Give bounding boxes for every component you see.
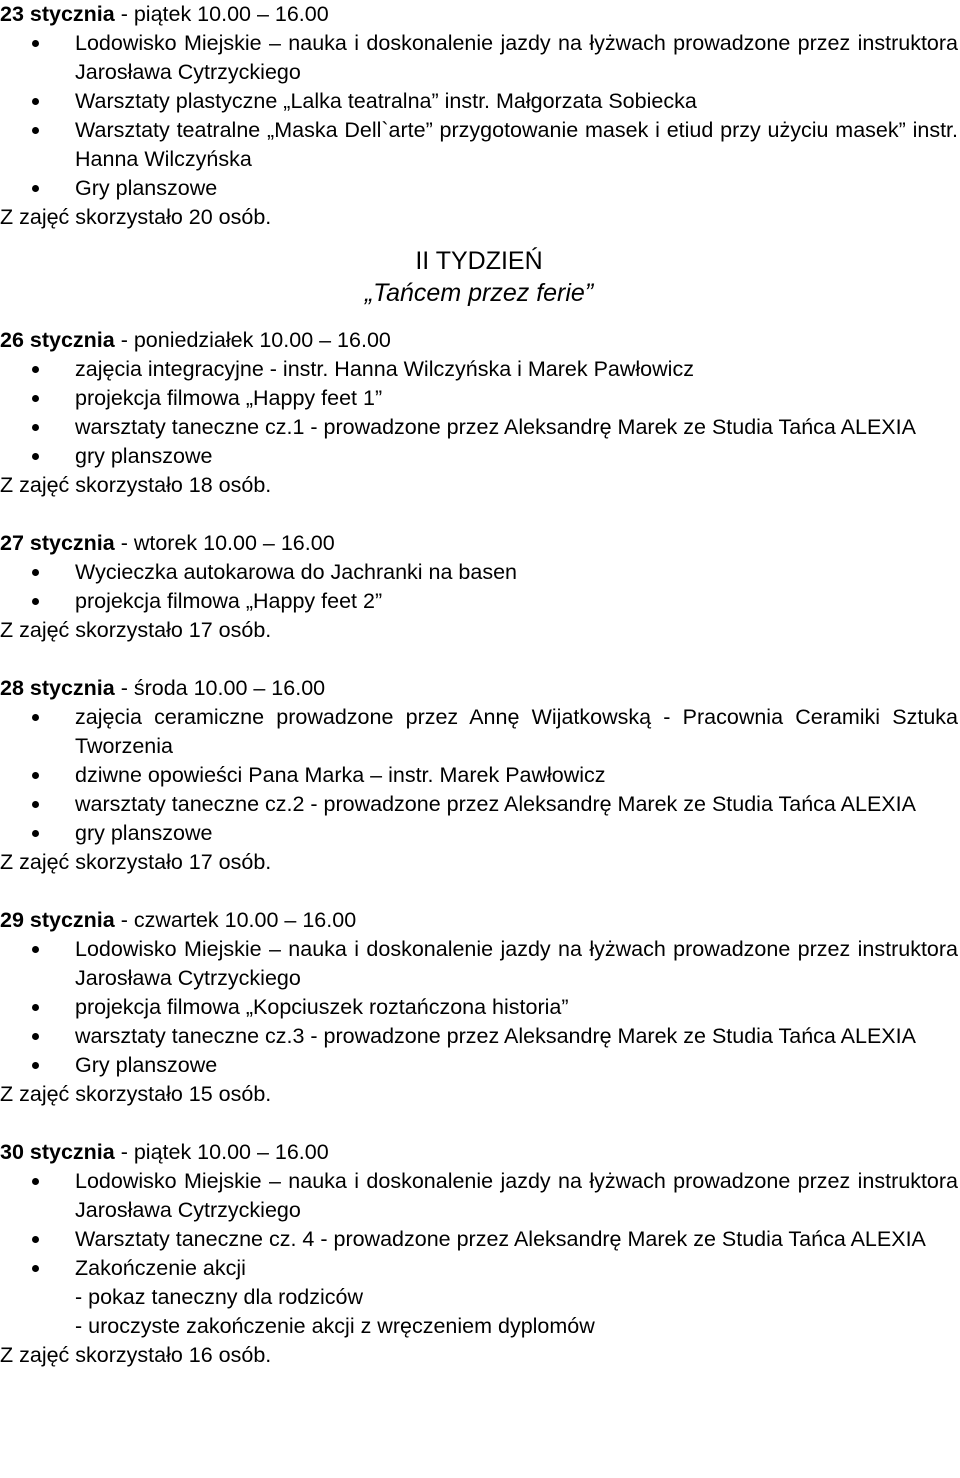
list-item: Lodowisko Miejskie – nauka i doskonalenie jazdy na łyżwach prowadzone przez instruktora Jarosława Cytrzyckiego — [0, 935, 958, 993]
list-item: projekcja filmowa „Kopciuszek roztańczona historia” — [0, 993, 958, 1022]
day-time: - piątek 10.00 – 16.00 — [114, 2, 329, 26]
list-item: projekcja filmowa „Happy feet 2” — [0, 587, 958, 616]
week-subtitle: „Tańcem przez ferie” — [364, 279, 594, 307]
attendance-summary: Z zajęć skorzystało 17 osób. — [0, 618, 272, 642]
spacer — [0, 645, 958, 674]
day-date: 30 stycznia — [0, 1140, 115, 1164]
list-item: warsztaty taneczne cz.1 - prowadzone przez Aleksandrę Marek ze Studia Tańca ALEXIA — [0, 413, 958, 442]
list-item: projekcja filmowa „Happy feet 1” — [0, 384, 958, 413]
day-27-section — [0, 529, 958, 645]
list-item: Warsztaty plastyczne „Lalka teatralna” instr. Małgorzata Sobiecka — [0, 87, 958, 116]
day-time: - poniedziałek 10.00 – 16.00 — [114, 328, 391, 352]
day-heading — [0, 1138, 958, 1167]
day-time: - czwartek 10.00 – 16.00 — [114, 908, 357, 932]
day-30-section — [0, 1138, 958, 1370]
list-item: warsztaty taneczne cz.3 - prowadzone przez Aleksandrę Marek ze Studia Tańca ALEXIA — [0, 1022, 958, 1051]
spacer — [0, 500, 958, 529]
sub-item: - pokaz taneczny dla rodziców — [75, 1285, 364, 1309]
day-26-section — [0, 326, 958, 500]
day-heading — [0, 906, 958, 935]
list-item: Gry planszowe — [0, 174, 958, 203]
spacer — [0, 877, 958, 906]
list-item: dziwne opowieści Pana Marka – instr. Marek Pawłowicz — [0, 761, 958, 790]
week-title: II TYDZIEŃ — [415, 247, 543, 275]
day-date: 26 stycznia — [0, 328, 115, 352]
list-item: Warsztaty teatralne „Maska Dell`arte” przygotowanie masek i etiud przy użyciu masek” instr. Hanna Wilczyńska — [0, 116, 958, 174]
list-item: Gry planszowe — [0, 1051, 958, 1080]
day-heading — [0, 674, 958, 703]
day-23-section — [0, 0, 958, 232]
list-item: warsztaty taneczne cz.2 - prowadzone przez Aleksandrę Marek ze Studia Tańca ALEXIA — [0, 790, 958, 819]
day-time: - piątek 10.00 – 16.00 — [114, 1140, 329, 1164]
attendance-summary: Z zajęć skorzystało 15 osób. — [0, 1082, 272, 1106]
spacer — [0, 1109, 958, 1138]
activity-list — [0, 935, 958, 1080]
day-time: - wtorek 10.00 – 16.00 — [114, 531, 335, 555]
list-item: zajęcia ceramiczne prowadzone przez Annę Wijatkowską - Pracownia Ceramiki Sztuka Tworzenia — [0, 703, 958, 761]
list-item: Wycieczka autokarowa do Jachranki na basen — [0, 558, 958, 587]
activity-list — [0, 1167, 958, 1283]
day-heading — [0, 0, 958, 29]
day-date: 29 stycznia — [0, 908, 115, 932]
activity-list — [0, 703, 958, 848]
list-item: Warsztaty taneczne cz. 4 - prowadzone przez Aleksandrę Marek ze Studia Tańca ALEXIA — [0, 1225, 958, 1254]
list-item: gry planszowe — [0, 819, 958, 848]
day-28-section — [0, 674, 958, 877]
attendance-summary: Z zajęć skorzystało 16 osób. — [0, 1343, 272, 1367]
list-item: zajęcia integracyjne - instr. Hanna Wilczyńska i Marek Pawłowicz — [0, 355, 958, 384]
attendance-summary: Z zajęć skorzystało 17 osób. — [0, 850, 272, 874]
attendance-summary: Z zajęć skorzystało 18 osób. — [0, 473, 272, 497]
attendance-summary: Z zajęć skorzystało 20 osób. — [0, 205, 272, 229]
list-item: Zakończenie akcji — [0, 1254, 958, 1283]
day-date: 27 stycznia — [0, 531, 115, 555]
day-heading — [0, 529, 958, 558]
day-heading — [0, 326, 958, 355]
list-item: Lodowisko Miejskie – nauka i doskonalenie jazdy na łyżwach prowadzone przez instruktora Jarosława Cytrzyckiego — [0, 1167, 958, 1225]
list-item: Lodowisko Miejskie – nauka i doskonalenie jazdy na łyżwach prowadzone przez instruktora Jarosława Cytrzyckiego — [0, 29, 958, 87]
day-time: - środa 10.00 – 16.00 — [114, 676, 326, 700]
sub-item: - uroczyste zakończenie akcji z wręczeniem dyplomów — [75, 1314, 595, 1338]
list-item: gry planszowe — [0, 442, 958, 471]
day-date: 23 stycznia — [0, 2, 115, 26]
activity-list — [0, 29, 958, 203]
activity-list — [0, 558, 958, 616]
day-date: 28 stycznia — [0, 676, 115, 700]
activity-list — [0, 355, 958, 471]
day-29-section — [0, 906, 958, 1109]
